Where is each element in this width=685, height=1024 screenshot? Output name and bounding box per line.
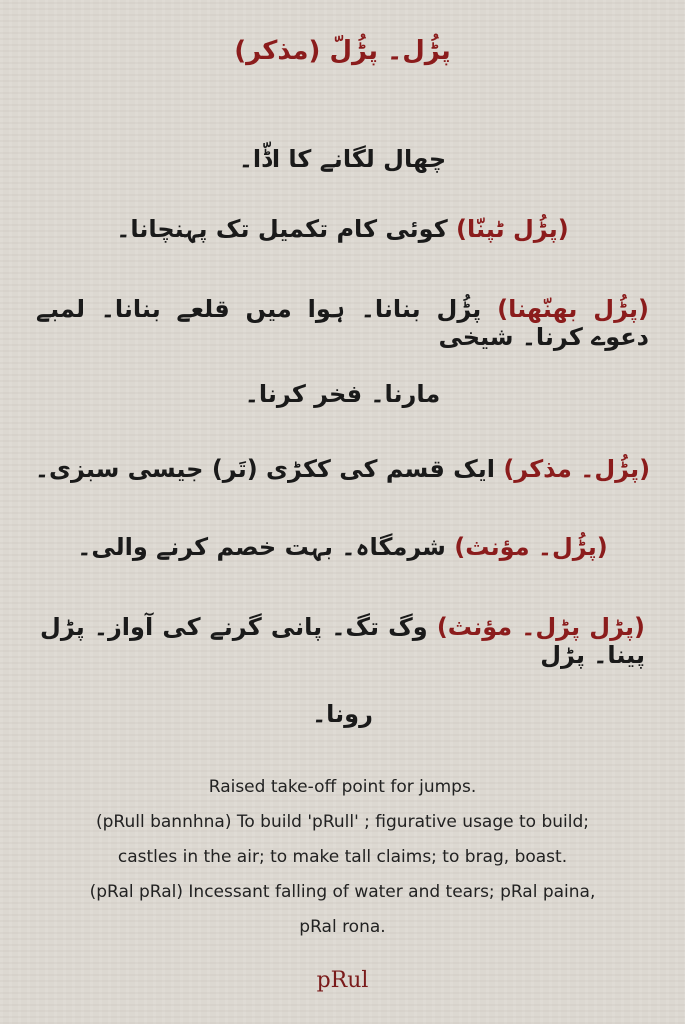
transliteration-footer: pRul (316, 968, 369, 993)
idiom-tag: (پڑُل ٹپنّا) (456, 215, 569, 243)
idiom-meaning: کوئی کام تکمیل تک پہنچانا۔ (116, 215, 448, 243)
urdu-idiom-line (0, 215, 685, 243)
urdu-definition-line: چھال لگانے کا اڈّا۔ (238, 145, 447, 173)
idiom-meaning: پڑُل بنانا۔ ہوا میں قلعے بنانا۔ لمبے دعوے کرنا۔ شیخی (36, 295, 649, 351)
english-translation (8, 770, 677, 945)
sense-meaning: ایک قسم کی ککڑی (تَر) جیسی سبزی۔ (34, 455, 495, 483)
sense-meaning: شرمگاہ۔ بہت خصم کرنے والی۔ (77, 533, 446, 561)
english-line: pRal rona. (299, 917, 386, 937)
urdu-sense-line (0, 533, 685, 561)
english-line: (pRal pRal) Incessant falling of water and tears; pRal paina, (89, 882, 596, 902)
urdu-sense-line (40, 613, 645, 669)
urdu-continuation-line: مارنا۔ فخر کرنا۔ (244, 380, 441, 408)
urdu-continuation-line: رونا۔ (312, 700, 373, 728)
sense-tag: (پڑُل۔ مؤنث) (454, 533, 608, 561)
sense-tag: (پڑل پڑل۔ مؤنث) (436, 613, 645, 641)
sense-meaning: وگ تگ۔ پانی گرنے کی آواز۔ پڑل پینا۔ پڑل (40, 613, 645, 669)
urdu-idiom-line (36, 295, 649, 351)
english-line: (pRull bannhna) To build 'pRull' ; figurative usage to build; (96, 812, 589, 832)
sense-tag: (پڑُل۔ مذکر) (503, 455, 651, 483)
english-line: castles in the air; to make tall claims; to brag, boast. (117, 847, 568, 867)
entry-title: پڑُل۔ پڑُلّ (مذکر) (234, 36, 451, 66)
english-line: Raised take-off point for jumps. (208, 777, 477, 797)
idiom-tag: (پڑُل بھنّھنا) (497, 295, 649, 323)
urdu-sense-line (0, 455, 685, 483)
